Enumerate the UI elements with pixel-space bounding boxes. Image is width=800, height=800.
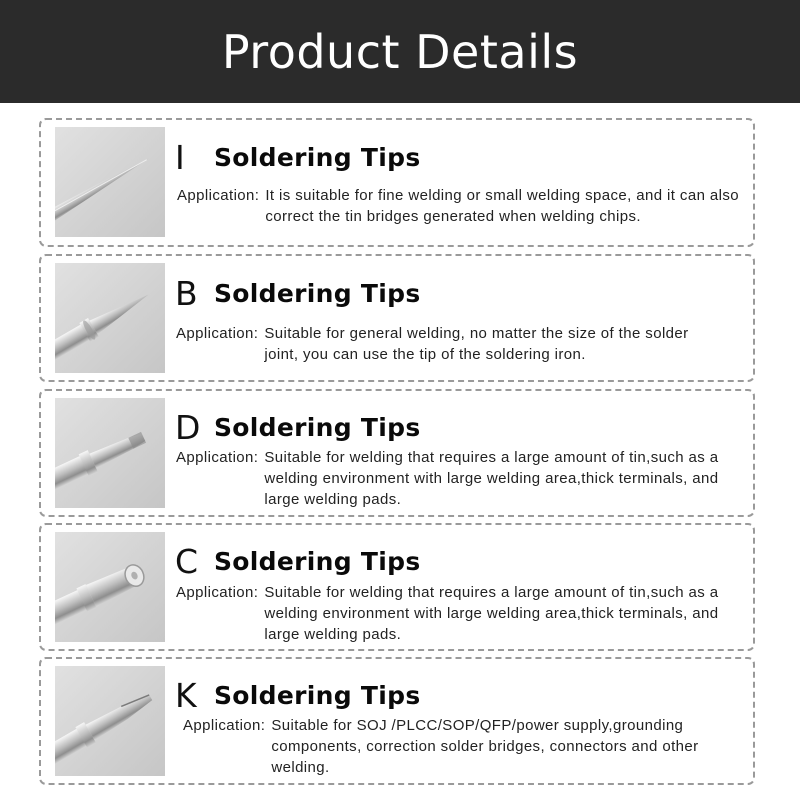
application-text: Suitable for welding that requires a large amount of tin,such as a welding environment with large welding area,thick terminals, and large welding pads. bbox=[264, 449, 719, 508]
tip-d-letter: D bbox=[175, 408, 201, 447]
tip-card-c bbox=[39, 523, 755, 651]
tip-card-d bbox=[39, 389, 755, 517]
tip-k-image bbox=[55, 666, 165, 776]
application-text: Suitable for SOJ /PLCC/SOP/QFP/power supply,grounding components, correction solder bridges, connectors and other welding. bbox=[271, 717, 699, 776]
tip-b-title: Soldering Tips bbox=[214, 279, 421, 308]
application-label: Application: bbox=[176, 325, 259, 342]
tip-i-letter: I bbox=[175, 138, 185, 177]
tip-k-description bbox=[183, 715, 736, 778]
application-text: It is suitable for fine welding or small welding space, and it can also correct the tin bridges generated when welding chips. bbox=[265, 187, 739, 225]
tip-card-b bbox=[39, 254, 755, 382]
tip-card-k bbox=[39, 657, 755, 785]
page-title: Product Details bbox=[221, 24, 579, 79]
tip-c-title: Soldering Tips bbox=[214, 547, 421, 576]
tip-c-letter: C bbox=[175, 542, 199, 581]
application-text: Suitable for welding that requires a large amount of tin,such as a welding environment with large welding area,thick terminals, and large welding pads. bbox=[264, 584, 719, 643]
tip-c-description bbox=[176, 582, 744, 645]
application-label: Application: bbox=[177, 187, 260, 204]
application-text: Suitable for general welding, no matter the size of the solder joint, you can use the tip of the soldering iron. bbox=[264, 325, 689, 363]
tip-d-description bbox=[176, 447, 744, 510]
tip-b-image bbox=[55, 263, 165, 373]
tip-k-letter: K bbox=[175, 676, 197, 715]
application-label: Application: bbox=[176, 584, 259, 601]
application-label: Application: bbox=[176, 449, 259, 466]
tip-c-image bbox=[55, 532, 165, 642]
tip-i-description bbox=[177, 185, 740, 227]
tip-b-description bbox=[176, 323, 724, 365]
tip-card-i bbox=[39, 118, 755, 247]
tip-b-letter: B bbox=[175, 274, 198, 313]
page-header bbox=[0, 0, 800, 103]
application-label: Application: bbox=[183, 717, 266, 734]
tip-k-title: Soldering Tips bbox=[214, 681, 421, 710]
tip-d-image bbox=[55, 398, 165, 508]
tip-d-title: Soldering Tips bbox=[214, 413, 421, 442]
tip-i-image bbox=[55, 127, 165, 237]
tip-i-title: Soldering Tips bbox=[214, 143, 421, 172]
